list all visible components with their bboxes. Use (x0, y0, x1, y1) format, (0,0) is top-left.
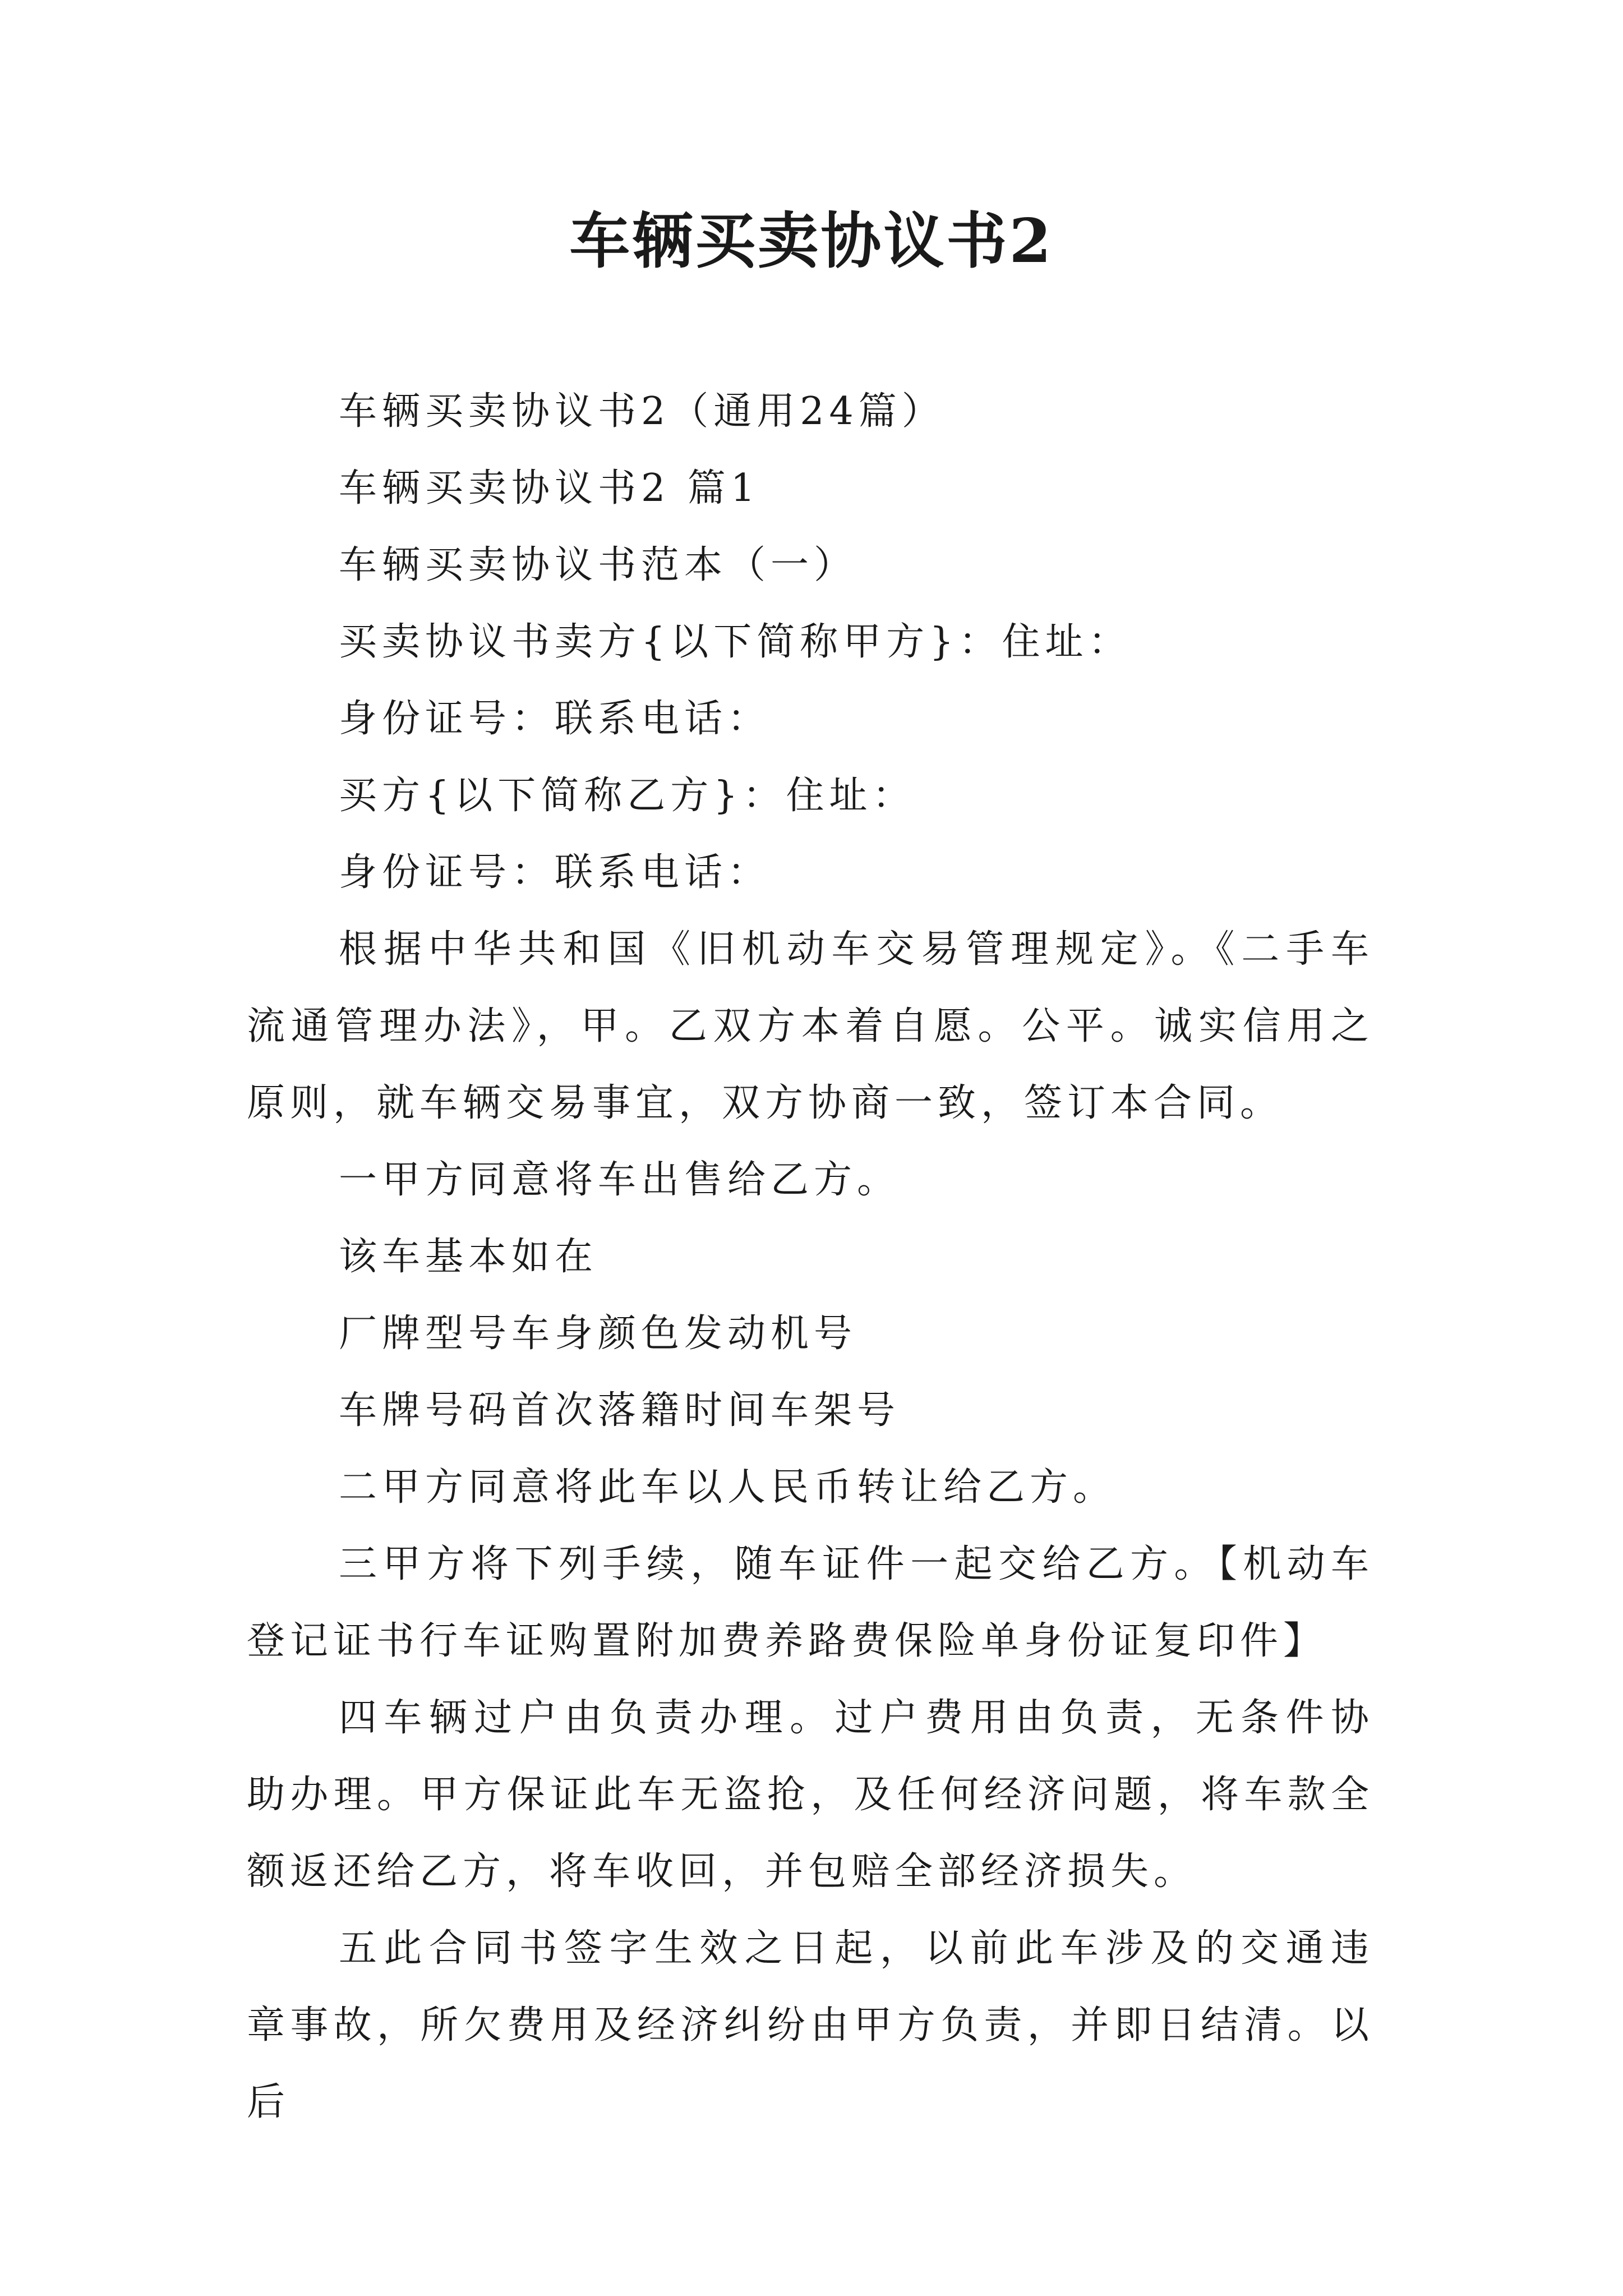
paragraph-template-heading: 车辆买卖协议书范本（一） (339, 543, 857, 587)
paragraph-seller-line: 买卖协议书卖方{以下简称甲方}：住址： (339, 620, 1132, 664)
document-body (247, 373, 1374, 2141)
paragraph-clause-1: 一甲方同意将车出售给乙方。 (339, 1158, 901, 1202)
paragraph-clause-5: 五此合同书签字生效之日起，以前此车涉及的交通违章事故，所欠费用及经济纠纷由甲方负责，并即日结清。以后 (247, 1926, 1374, 2124)
paragraph-section-heading: 车辆买卖协议书2 篇1 (339, 466, 760, 510)
paragraph-subtitle: 车辆买卖协议书2（通用24篇） (339, 389, 945, 434)
paragraph-vehicle-info-heading: 该车基本如在 (339, 1235, 598, 1279)
document-title: 车辆买卖协议书2 (569, 206, 1054, 277)
paragraph-clause-2: 二甲方同意将此车以人民币转让给乙方。 (339, 1465, 1117, 1510)
paragraph-buyer-line: 买方{以下简称乙方}：住址： (339, 774, 916, 818)
paragraph-clause-3: 三甲方将下列手续，随车证件一起交给乙方。【机动车登记证书行车证购置附加费养路费保险单身份证复印件】 (247, 1542, 1374, 1663)
paragraph-buyer-id-line: 身份证号：联系电话： (339, 850, 771, 895)
paragraph-vehicle-fields-1: 厂牌型号车身颜色发动机号 (339, 1312, 857, 1356)
paragraph-clause-4: 四车辆过户由负责办理。过户费用由负责，无条件协助办理。甲方保证此车无盗抢，及任何经济问题，将车款全额返还给乙方，将车收回，并包赔全部经济损失。 (247, 1696, 1374, 1894)
paragraph-seller-id-line: 身份证号：联系电话： (339, 697, 771, 741)
paragraph-preamble: 根据中华共和国《旧机动车交易管理规定》。《二手车流通管理办法》，甲。乙双方本着自愿。公平。诚实信用之原则，就车辆交易事宜，双方协商一致，签订本合同。 (247, 927, 1374, 1125)
paragraph-vehicle-fields-2: 车牌号码首次落籍时间车架号 (339, 1388, 901, 1433)
